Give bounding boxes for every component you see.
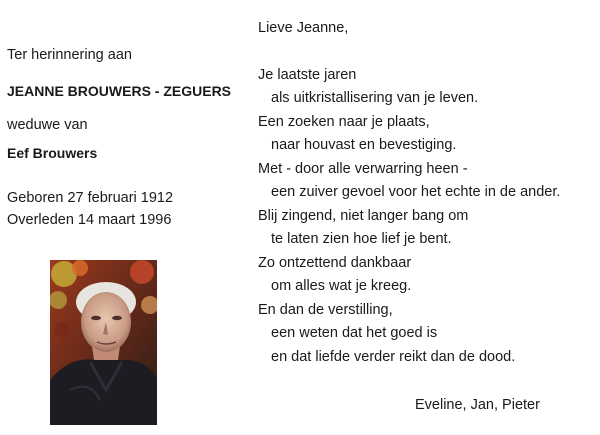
birth-date: Geboren 27 februari 1912 (7, 190, 174, 206)
poem-line: naar houvast en bevestiging. (271, 137, 457, 153)
poem-line: en dat liefde verder reikt dan de dood. (271, 349, 516, 365)
poem-line: te laten zien hoe lief je bent. (271, 231, 452, 247)
signature: Eveline, Jan, Pieter (415, 397, 540, 413)
poem-line: Je laatste jaren (258, 67, 357, 83)
poem-line: Met - door alle verwarring heen - (258, 161, 468, 177)
poem-line: als uitkristallisering van je leven. (271, 90, 479, 106)
poem-salutation: Lieve Jeanne, (258, 20, 349, 36)
poem-line: om alles wat je kreeg. (271, 278, 412, 294)
relation-text: weduwe van (7, 117, 88, 133)
poem-line: Blij zingend, niet langer bang om (258, 208, 469, 224)
portrait-photo (50, 260, 157, 425)
portrait-image (50, 260, 157, 425)
poem-line: Een zoeken naar je plaats, (258, 114, 430, 130)
memorial-details (0, 0, 250, 435)
poem-line: een weten dat het goed is (271, 325, 438, 341)
death-date: Overleden 14 maart 1996 (7, 212, 172, 228)
poem-line: En dan de verstilling, (258, 302, 393, 318)
intro-text: Ter herinnering aan (7, 47, 132, 63)
spouse-name: Eef Brouwers (7, 145, 98, 161)
poem-line: Zo ontzettend dankbaar (258, 255, 412, 271)
deceased-name: JEANNE BROUWERS - ZEGUERS (7, 83, 232, 99)
poem-line: een zuiver gevoel voor het echte in de ander. (271, 184, 561, 200)
poem-section (258, 0, 600, 435)
